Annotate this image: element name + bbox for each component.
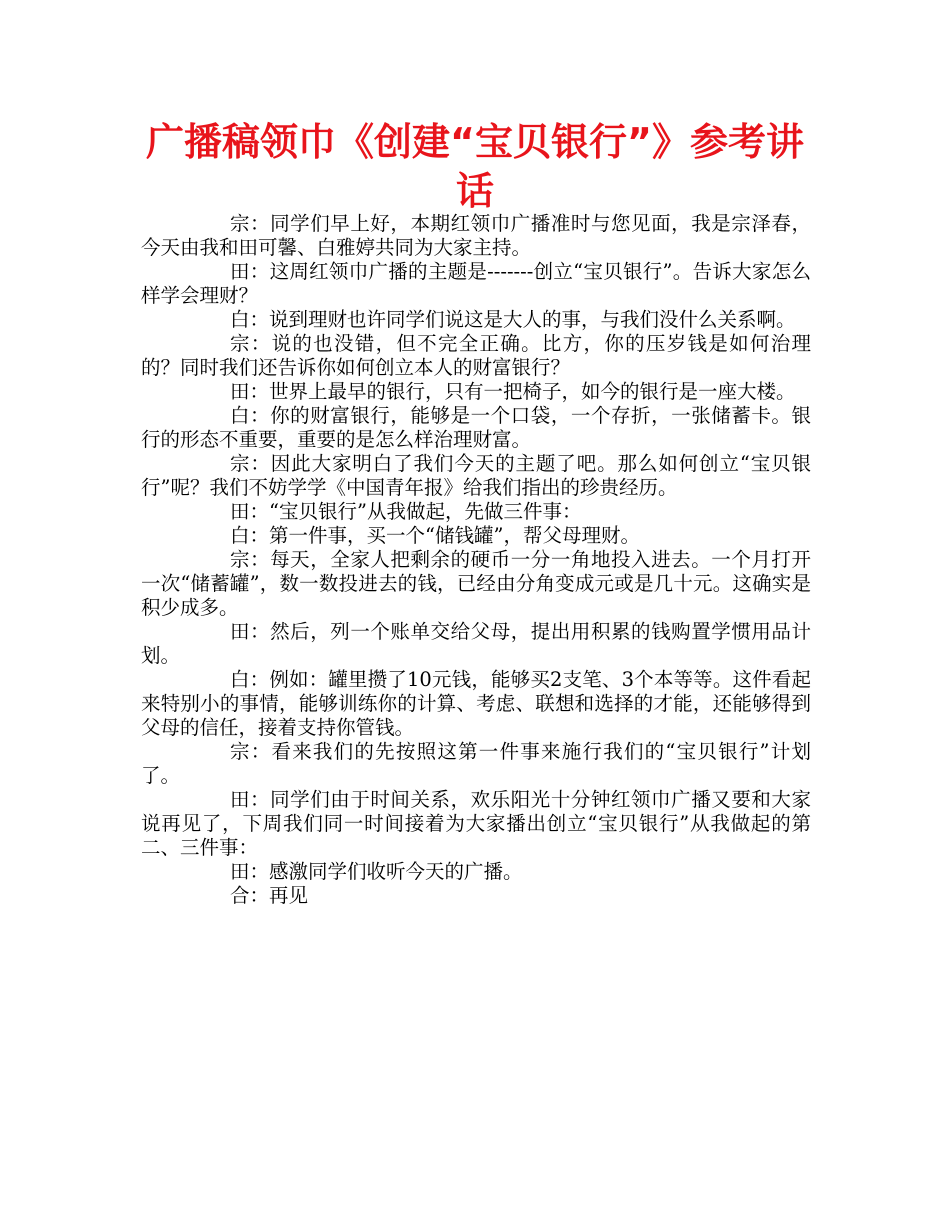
paragraph: 田：世界上最早的银行，只有一把椅子，如今的银行是一座大楼。 <box>230 380 796 403</box>
paragraph: 白：例如：罐里攒了10元钱，能够买2支笔、3个本等等。这件看起来特别小的事情，能够训练你的计算、考虑、联想和选择的才能，还能够得到父母的信任，接着支持你管钱。 <box>141 668 811 739</box>
paragraph: 宗：每天，全家人把剩余的硬币一分一角地投入进去。一个月打开一次“储蓄罐”，数一数投进去的钱，已经由分角变成元或是几十元。这确实是积少成多。 <box>141 548 811 619</box>
paragraph: 宗：说的也没错，但不完全正确。比方，你的压岁钱是如何治理的？同时我们还告诉你如何创立本人的财富银行？ <box>141 332 811 379</box>
paragraph: 宗：看来我们的先按照这第一件事来施行我们的“宝贝银行”计划了。 <box>141 740 811 787</box>
paragraph: 白：你的财富银行，能够是一个口袋，一个存折，一张储蓄卡。银行的形态不重要，重要的是怎么样治理财富。 <box>141 404 811 451</box>
document-title: 广播稿领巾《创建“宝贝银行”》参考讲话 <box>146 120 804 213</box>
paragraph: 合：再见 <box>230 884 309 907</box>
paragraph: 田：这周红领巾广播的主题是-------创立“宝贝银行”。告诉大家怎么样学会理财？ <box>141 260 811 307</box>
paragraph: 宗：同学们早上好，本期红领巾广播准时与您见面，我是宗泽春，今天由我和田可馨、白雅婷共同为大家主持。 <box>141 212 811 259</box>
paragraph: 宗：因此大家明白了我们今天的主题了吧。那么如何创立“宝贝银行”呢？我们不妨学学《中国青年报》给我们指出的珍贵经历。 <box>141 452 811 499</box>
paragraph: 田：同学们由于时间关系，欢乐阳光十分钟红领巾广播又要和大家说再见了，下周我们同一时间接着为大家播出创立“宝贝银行”从我做起的第二、三件事： <box>141 788 811 859</box>
paragraph: 白：说到理财也许同学们说这是大人的事，与我们没什么关系啊。 <box>230 308 796 331</box>
paragraph: 田：感激同学们收听今天的广播。 <box>230 860 523 883</box>
paragraph: 田：然后，列一个账单交给父母，提出用积累的钱购置学惯用品计划。 <box>141 620 811 667</box>
paragraph: 白：第一件事，买一个“储钱罐”，帮父母理财。 <box>230 524 640 547</box>
paragraph: 田：“宝贝银行”从我做起，先做三件事： <box>230 500 582 523</box>
document-body <box>141 212 811 908</box>
